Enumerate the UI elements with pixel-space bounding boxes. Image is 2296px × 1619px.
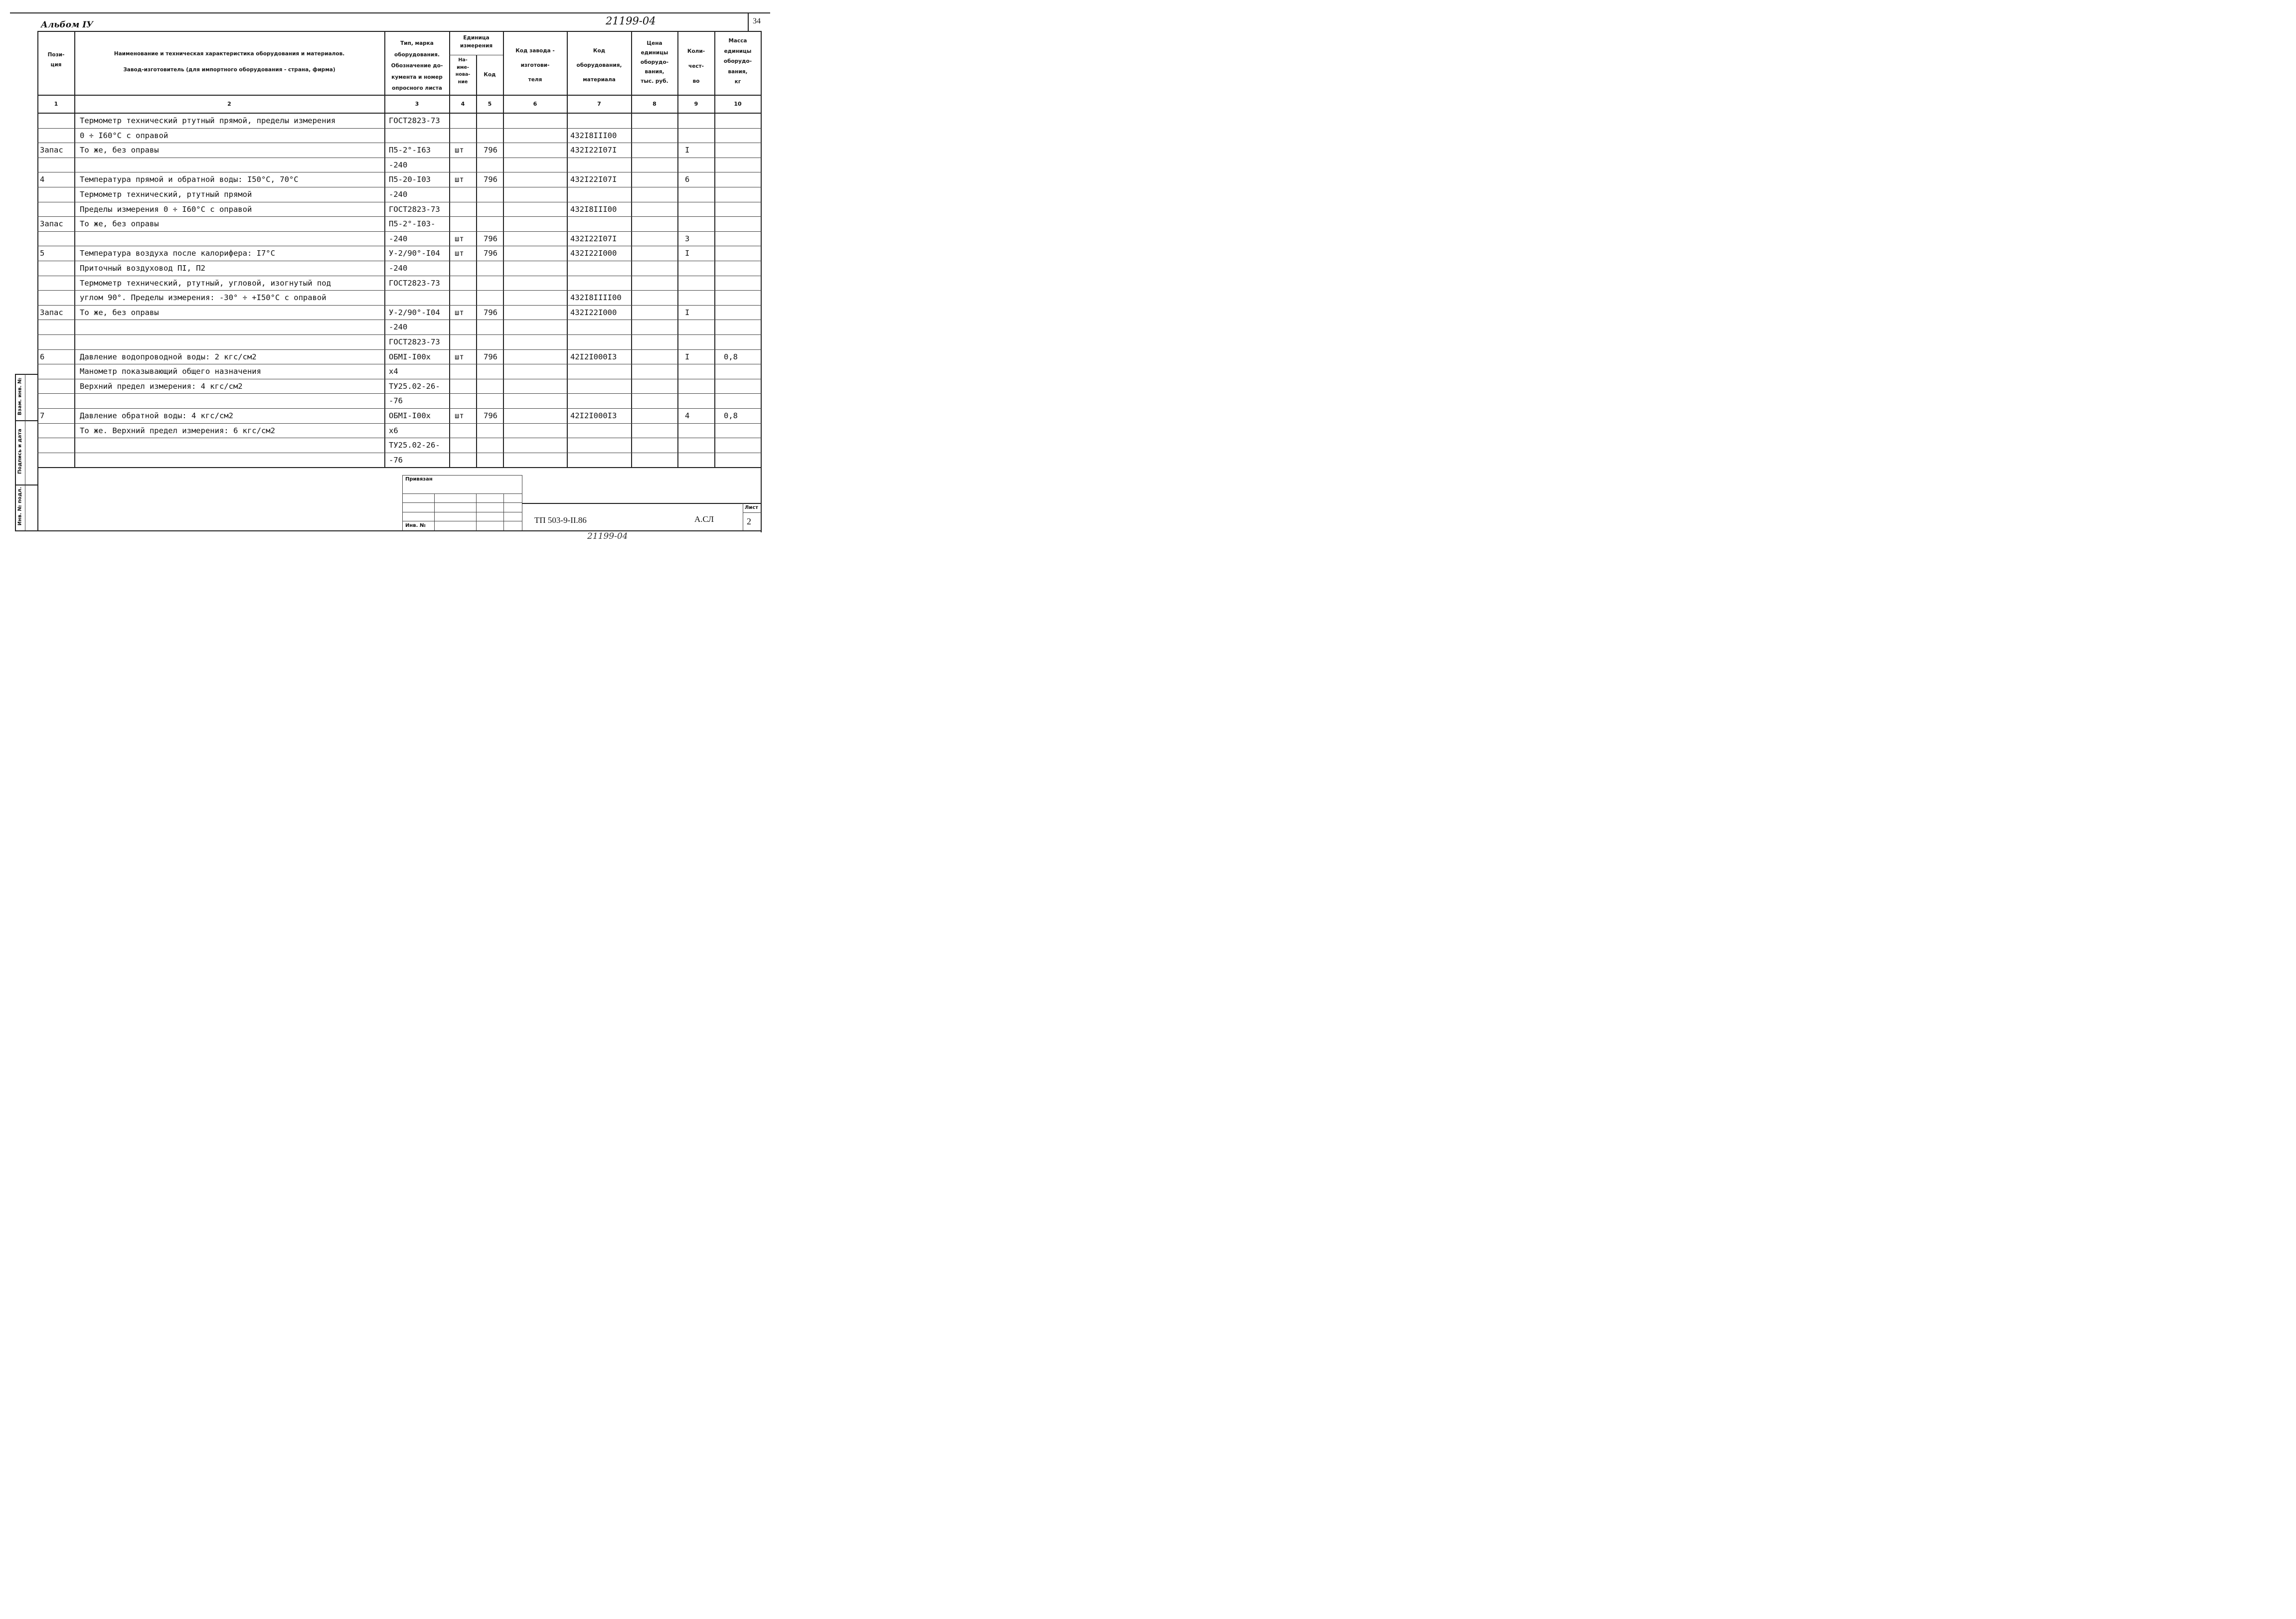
name-cell: То же, без оправы bbox=[80, 146, 159, 155]
document-number: 21199-04 bbox=[606, 15, 656, 27]
position-cell: Запас bbox=[40, 308, 63, 317]
type-cell: У-2/90°-I04 bbox=[389, 308, 440, 317]
name-cell: Верхний предел измерения: 4 кгс/см2 bbox=[80, 381, 243, 391]
mass-cell: 0,8 bbox=[724, 352, 738, 361]
type-cell: У-2/90°-I04 bbox=[389, 249, 440, 258]
column-number: 8 bbox=[653, 101, 656, 107]
bottom-document-number: 21199-04 bbox=[587, 531, 628, 541]
type-cell: х4 bbox=[389, 367, 398, 376]
unit-name-cell: шт bbox=[455, 146, 464, 155]
equipment-code-cell: 42I2I000I3 bbox=[570, 411, 617, 420]
header-type: Тип, марка оборудования. Обозначение до- кумента и номер опросного листа bbox=[391, 40, 443, 91]
column-number: 2 bbox=[227, 101, 231, 107]
type-cell: П5-2°-I03- bbox=[389, 219, 436, 229]
name-cell: Температура воздуха после калорифера: I7°С bbox=[80, 249, 275, 258]
column-number: 4 bbox=[461, 101, 465, 107]
name-cell: углом 90°. Пределы измерения: -30° ÷ +I50°С с оправой bbox=[80, 293, 327, 303]
header-unit-code: Код bbox=[484, 72, 496, 78]
type-cell: ГОСТ2823-73 bbox=[389, 204, 440, 214]
position-cell: 6 bbox=[40, 352, 45, 361]
name-cell: Давление водопроводной воды: 2 кгс/см2 bbox=[80, 352, 257, 361]
name-cell: Пределы измерения 0 ÷ I60°С с оправой bbox=[80, 204, 252, 214]
unit-name-cell: шт bbox=[455, 249, 464, 258]
quantity-cell: 4 bbox=[685, 411, 690, 420]
column-number: 1 bbox=[54, 101, 58, 107]
header-position: Пози- ция bbox=[47, 52, 65, 68]
unit-name-cell: шт bbox=[455, 308, 464, 317]
equipment-code-cell: 432I22I000 bbox=[570, 249, 617, 258]
stamp-sheet-label: Лист bbox=[745, 505, 759, 510]
name-cell: Температура прямой и обратной воды: I50°С, 70°С bbox=[80, 175, 299, 184]
equipment-code-cell: 432I8IIII00 bbox=[570, 293, 622, 303]
unit-code-cell: 796 bbox=[484, 175, 497, 184]
quantity-cell: I bbox=[685, 249, 690, 258]
unit-code-cell: 796 bbox=[484, 411, 497, 420]
name-cell: То же. Верхний предел измерения: 6 кгс/см2 bbox=[80, 426, 275, 435]
stamp-sheet-number: 2 bbox=[747, 516, 751, 526]
header-plant-code: Код завода - изготови- теля bbox=[515, 48, 555, 83]
unit-name-cell: шт bbox=[455, 234, 464, 243]
position-cell: 4 bbox=[40, 175, 45, 184]
type-cell: ГОСТ2823-73 bbox=[389, 278, 440, 288]
position-cell: 5 bbox=[40, 249, 45, 258]
column-number: 10 bbox=[734, 101, 742, 107]
name-cell: Давление обратной воды: 4 кгс/см2 bbox=[80, 411, 233, 420]
name-cell: Термометр технический, ртутный, угловой, изогнутый под bbox=[80, 278, 331, 288]
unit-code-cell: 796 bbox=[484, 146, 497, 155]
type-cell: ОБМI-I00х bbox=[389, 352, 431, 361]
name-cell: Термометр технический ртутный прямой, пределы измерения bbox=[80, 116, 336, 125]
header-price: Цена единицы оборудо- вания, тыс. руб. bbox=[640, 40, 669, 84]
type-cell: ТУ25.02-26- bbox=[389, 381, 440, 391]
type-cell: -76 bbox=[389, 396, 403, 406]
type-cell: -76 bbox=[389, 455, 403, 465]
unit-code-cell: 796 bbox=[484, 352, 497, 361]
column-number: 6 bbox=[533, 101, 537, 107]
unit-code-cell: 796 bbox=[484, 249, 497, 258]
name-cell: Манометр показывающий общего назначения bbox=[80, 367, 261, 376]
header-equipment-code: Код оборудования, материала bbox=[576, 48, 622, 83]
position-cell: Запас bbox=[40, 219, 63, 229]
name-cell: 0 ÷ I60°С с оправой bbox=[80, 131, 168, 140]
stamp-inventory-label: Инв. № bbox=[405, 523, 426, 528]
type-cell: -240 bbox=[389, 323, 408, 332]
position-cell: 7 bbox=[40, 411, 45, 420]
type-cell: -240 bbox=[389, 234, 408, 243]
equipment-code-cell: 432I8III00 bbox=[570, 131, 617, 140]
equipment-code-cell: 432I22I07I bbox=[570, 175, 617, 184]
header-unit: Единица измерения bbox=[460, 35, 493, 49]
header-quantity: Коли- чест- во bbox=[687, 48, 705, 84]
quantity-cell: 6 bbox=[685, 175, 690, 184]
equipment-code-cell: 432I22I07I bbox=[570, 234, 617, 243]
quantity-cell: I bbox=[685, 352, 690, 361]
page-number: 34 bbox=[753, 17, 761, 25]
unit-code-cell: 796 bbox=[484, 234, 497, 243]
unit-name-cell: шт bbox=[455, 352, 464, 361]
column-number: 3 bbox=[415, 101, 419, 107]
column-number: 5 bbox=[488, 101, 492, 107]
stamp-designation: ТП 503-9-II.86 bbox=[534, 515, 587, 525]
side-label-replacement-inventory: Взам. инв. № bbox=[17, 377, 23, 416]
stamp-section: А.СЛ bbox=[694, 514, 714, 524]
type-cell: П5-2°-I63 bbox=[389, 146, 431, 155]
name-cell: То же, без оправы bbox=[80, 308, 159, 317]
mass-cell: 0,8 bbox=[724, 411, 738, 420]
header-unit-name: На- име- нова- ние bbox=[455, 57, 471, 85]
column-number: 7 bbox=[597, 101, 601, 107]
name-cell: То же, без оправы bbox=[80, 219, 159, 229]
type-cell: ГОСТ2823-73 bbox=[389, 337, 440, 346]
type-cell: -240 bbox=[389, 190, 408, 199]
equipment-code-cell: 432I8III00 bbox=[570, 204, 617, 214]
album-label: Альбом IУ bbox=[41, 20, 93, 30]
quantity-cell: I bbox=[685, 146, 690, 155]
type-cell: -240 bbox=[389, 160, 408, 169]
unit-name-cell: шт bbox=[455, 411, 464, 420]
side-label-original-inventory: Инв. № подл. bbox=[17, 486, 23, 526]
unit-name-cell: шт bbox=[455, 175, 464, 184]
type-cell: -240 bbox=[389, 264, 408, 273]
type-cell: ТУ25.02-26- bbox=[389, 441, 440, 450]
name-cell: Термометр технический, ртутный прямой bbox=[80, 190, 252, 199]
name-cell: Приточный воздуховод ПI, П2 bbox=[80, 264, 205, 273]
type-cell: ГОСТ2823-73 bbox=[389, 116, 440, 125]
type-cell: х6 bbox=[389, 426, 398, 435]
quantity-cell: I bbox=[685, 308, 690, 317]
stamp-linked-label: Привязан bbox=[405, 477, 433, 482]
quantity-cell: 3 bbox=[685, 234, 690, 243]
header-name: Наименование и техническая характеристика оборудования и материалов. Завод-изготовитель (для импортного оборудования - страна, фирма) bbox=[114, 51, 345, 73]
equipment-code-cell: 432I22I07I bbox=[570, 146, 617, 155]
header-mass: Масса единицы оборудо- вания, кг bbox=[723, 38, 752, 85]
equipment-code-cell: 432I22I000 bbox=[570, 308, 617, 317]
position-cell: Запас bbox=[40, 146, 63, 155]
side-label-signature-date: Подпись и дата bbox=[17, 429, 23, 474]
unit-code-cell: 796 bbox=[484, 308, 497, 317]
type-cell: ОБМI-I00х bbox=[389, 411, 431, 420]
type-cell: П5-20-I03 bbox=[389, 175, 431, 184]
equipment-code-cell: 42I2I000I3 bbox=[570, 352, 617, 361]
column-number: 9 bbox=[694, 101, 698, 107]
